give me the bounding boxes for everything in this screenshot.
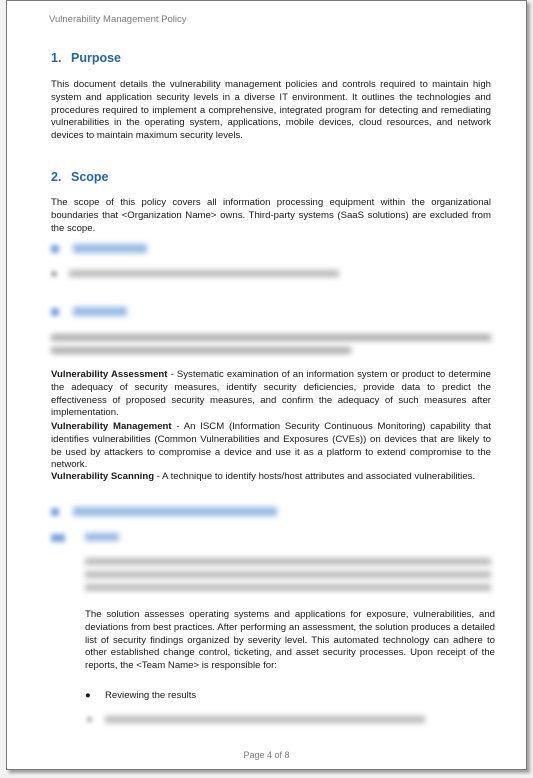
list-item xyxy=(85,690,196,701)
blurred-heading-number xyxy=(51,245,59,253)
blurred-heading-text xyxy=(73,507,277,516)
blurred-heading-text xyxy=(73,307,127,316)
definition-term: Vulnerability Scanning xyxy=(51,471,155,482)
section-number: 1. xyxy=(51,51,62,65)
definition-vulnerability-scanning xyxy=(51,471,491,484)
definition-text: - An ISCM (Information Security Continuous Monitoring) capability that identifies vulnerabilities (Common Vulnerabilities and Exposures (CVEs)) on devices that are likely to be used by attackers to compromise a device and use it as a platform to extend compromise to the network. xyxy=(51,421,491,471)
definition-vulnerability-management xyxy=(51,421,491,472)
document-page xyxy=(6,0,527,770)
scope-paragraph: The scope of this policy covers all information processing equipment within the organizational boundaries that <Organization Name> owns. Third-party systems (SaaS solutions) are excluded from the scope. xyxy=(51,197,491,234)
blurred-line xyxy=(85,584,491,591)
blurred-line xyxy=(85,558,491,565)
page-header: Vulnerability Management Policy xyxy=(49,14,187,25)
blurred-heading-number xyxy=(51,508,59,516)
definition-text: - A technique to identify hosts/host attributes and associated vulnerabilities. xyxy=(154,471,476,482)
list-item-text: Reviewing the results xyxy=(105,690,197,701)
blurred-line xyxy=(85,571,491,578)
blurred-heading-text xyxy=(73,244,147,253)
blurred-subheading-number xyxy=(51,534,65,542)
blurred-bullet xyxy=(87,717,92,722)
definition-text: - Systematic examination of an information system or product to determine the adequacy of security measures, identify security deficiencies, provide data to predict the effectiveness of proposed security measures, and confirm the adequacy of such measures after implementation. xyxy=(51,369,491,419)
definition-term: Vulnerability Assessment xyxy=(51,369,168,380)
purpose-paragraph: This document details the vulnerability management policies and controls required to maintain high system and application security levels in a diverse IT environment. It outlines the technologies and procedures required to implement a comprehensive, integrated program for detecting and remediating vulnerabilities in the operating system, applications, mobile devices, cloud resources, and network devices to maintain maximum security levels. xyxy=(51,79,491,142)
blurred-line xyxy=(51,334,491,341)
blurred-subheading-text xyxy=(85,533,119,541)
solution-paragraph: The solution assesses operating systems and applications for exposure, vulnerabilities, and deviations from best practices. After performing an assessment, the solution produces a detailed list of security findings organized by severity level. This automated technology can adhere to other established change control, ticketing, and asset security processes. Upon receipt of the reports, the <Team Name> is responsible for: xyxy=(85,609,495,672)
section-number: 2. xyxy=(51,170,62,184)
blurred-line xyxy=(51,347,351,354)
definition-term: Vulnerability Management xyxy=(51,421,172,432)
section-title: Scope xyxy=(71,170,109,184)
section-title: Purpose xyxy=(71,51,122,65)
section-heading-purpose xyxy=(51,51,121,65)
blurred-bullet xyxy=(51,271,57,277)
definition-vulnerability-assessment xyxy=(51,369,491,420)
section-heading-scope xyxy=(51,170,109,184)
page-footer: Page 4 of 8 xyxy=(243,750,290,760)
blurred-line xyxy=(105,716,425,723)
blurred-line xyxy=(69,270,339,277)
blurred-heading-number xyxy=(51,308,59,316)
bullet-icon: ● xyxy=(85,690,91,701)
